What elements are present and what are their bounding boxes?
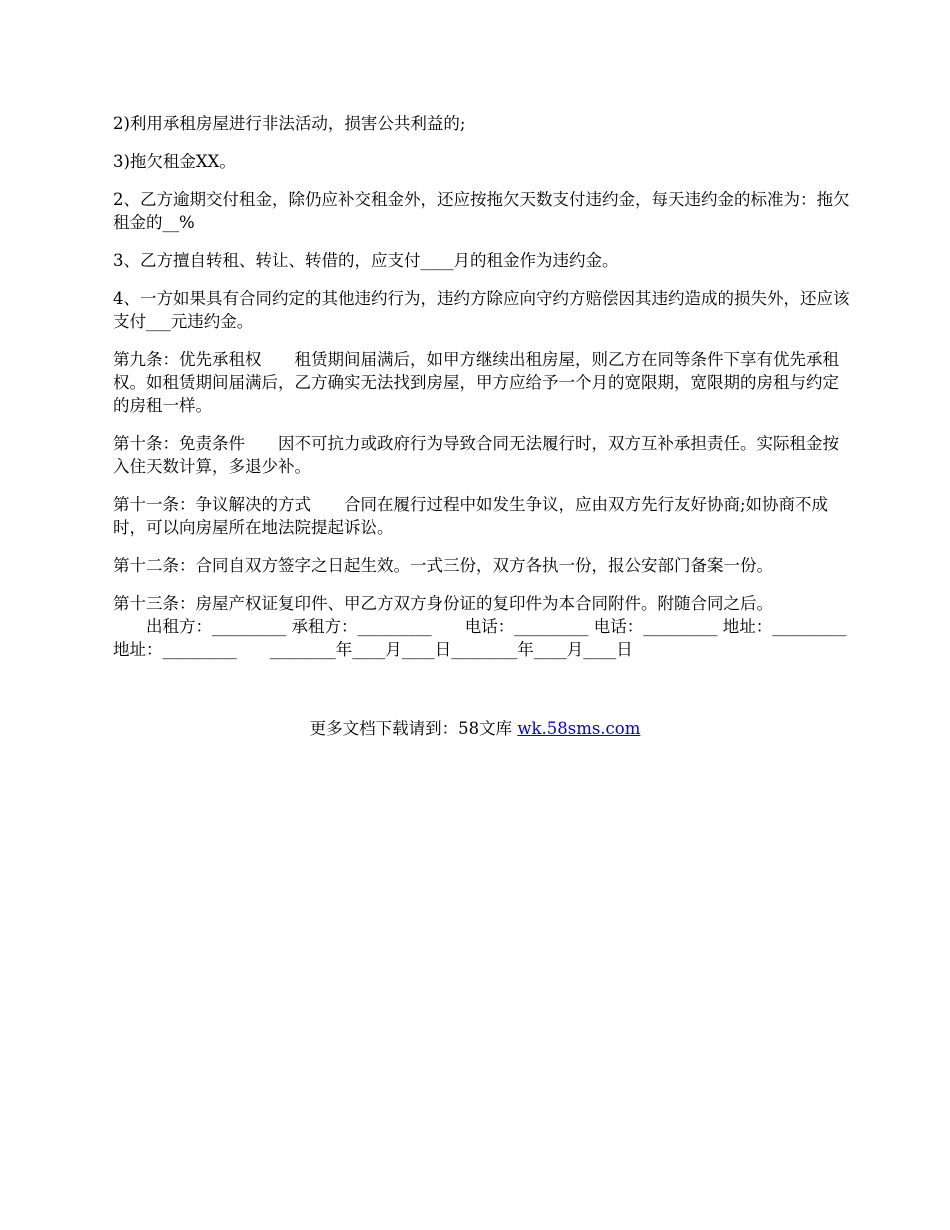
contract-body [113, 112, 853, 661]
paragraph-sublease-penalty: 3、乙方擅自转租、转让、转借的，应支付____月的租金作为违约金。 [113, 251, 619, 270]
signature-block: 出租方：_________ 承租方：_________ 电话：_________ 电话：_________ 地址：_________ 地址：_________ ________年____月____日________年____月____日 [113, 617, 852, 659]
download-footer [0, 717, 950, 740]
clause-9-priority-lease: 第九条：优先承租权 租赁期间届满后，如甲方继续出租房屋，则乙方在同等条件下享有优先承租权。如租赁期间届满后，乙方确实无法找到房屋，甲方应给予一个月的宽限期，宽限期的房租与约定的房租一样。 [113, 350, 839, 415]
footer-link[interactable]: wk.58sms.com [517, 719, 641, 738]
paragraph-late-payment-penalty: 2、乙方逾期交付租金，除仍应补交租金外，还应按拖欠天数支付违约金，每天违约金的标准为：拖欠租金的__% [113, 190, 850, 232]
paragraph-rent-arrears: 3)拖欠租金XX。 [113, 152, 236, 171]
clause-13-attachments: 第十三条：房屋产权证复印件、甲乙方双方身份证的复印件为本合同附件。附随合同之后。 [113, 594, 773, 613]
clause-10-exemption: 第十条：免责条件 因不可抗力或政府行为导致合同无法履行时，双方互补承担责任。实际租金按入住天数计算，多退少补。 [113, 434, 839, 476]
clause-12-effective-date: 第十二条：合同自双方签字之日起生效。一式三份，双方各执一份，报公安部门备案一份。 [113, 556, 773, 575]
paragraph-other-breach: 4、一方如果具有合同约定的其他违约行为，违约方除应向守约方赔偿因其违约造成的损失外，还应该支付___元违约金。 [113, 289, 850, 331]
paragraph-illegal-activity: 2)利用承租房屋进行非法活动，损害公共利益的; [113, 114, 466, 133]
clause-11-dispute-resolution: 第十一条：争议解决的方式 合同在履行过程中如发生争议，应由双方先行友好协商;如协商不成时，可以向房屋所在地法院提起诉讼。 [113, 495, 829, 537]
footer-prefix: 更多文档下载请到：58文库 [309, 719, 518, 738]
